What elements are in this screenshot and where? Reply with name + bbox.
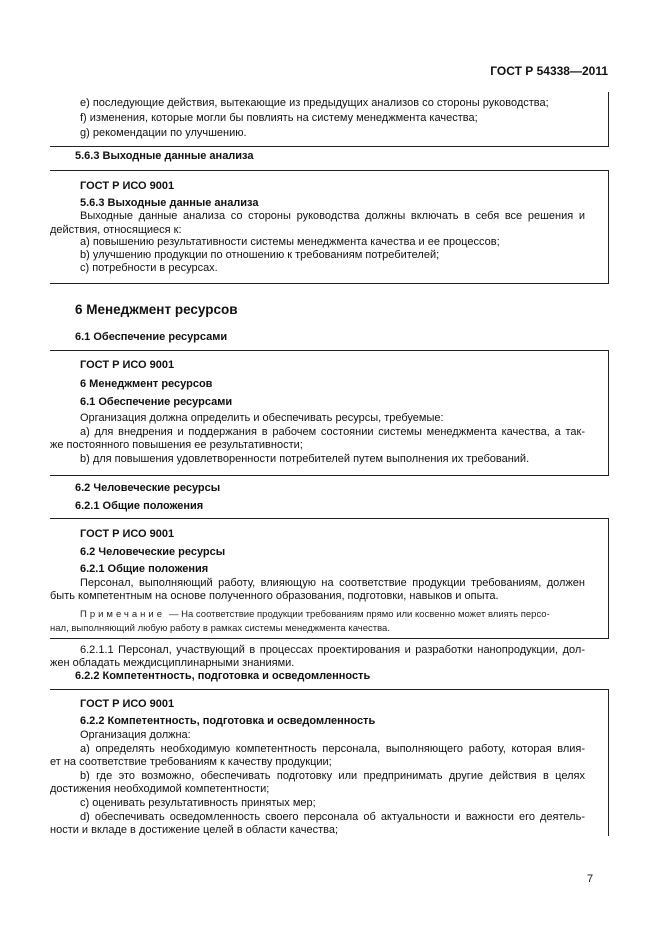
section-heading: 6.2.2 Компетентность, подготовка и осведомленность: [75, 670, 371, 682]
list-item: g) рекомендации по улучшению.: [80, 127, 247, 139]
box-heading: 6.1 Обеспечение ресурсами: [80, 396, 233, 408]
paragraph-line: Организация должна определить и обеспечивать ресурсы, требуемые:: [80, 412, 444, 424]
box-heading: 5.6.3 Выходные данные анализа: [80, 197, 259, 209]
paragraph-line: Персонал, выполняющий работу, влияющую на соответствие продукции требованиям, должен: [80, 577, 585, 589]
note-text: — На соответствие продукции требованиям прямо или косвенно может влиять персо-: [169, 609, 550, 620]
section-heading: 5.6.3 Выходные данные анализа: [75, 150, 254, 162]
standard-label: ГОСТ Р ИСО 9001: [80, 180, 175, 192]
list-item: достижения необходимой компетентности;: [50, 783, 270, 795]
standard-label: ГОСТ Р ИСО 9001: [80, 698, 175, 710]
list-item: b) улучшению продукции по отношению к требованиям потребителей;: [80, 249, 440, 261]
list-item: d) обеспечивать осведомленность своего персонала об актуальности и важности его деятель-: [80, 811, 585, 823]
chapter-heading: 6 Менеджмент ресурсов: [75, 302, 238, 317]
list-item: c) оценивать результативность принятых мер;: [80, 797, 316, 809]
section-heading: 6.2 Человеческие ресурсы: [75, 482, 221, 494]
list-item: a) для внедрения и поддержания в рабочем состоянии системы менеджмента качества, а так-: [80, 426, 585, 438]
list-item: ности и вкладе в достижение целей в области качества;: [50, 824, 339, 836]
note-line: [80, 608, 585, 621]
list-item: c) потребности в ресурсах.: [80, 262, 218, 274]
standard-label: ГОСТ Р ИСО 9001: [80, 528, 175, 540]
list-item: a) повышению результативности системы менеджмента качества и ее процессов;: [80, 236, 500, 248]
paragraph-line: Организация должна:: [80, 729, 191, 741]
paragraph-line: быть компетентным на основе полученного образования, подготовки, навыков и опыта.: [50, 590, 499, 602]
box-heading: 6.2.2 Компетентность, подготовка и осведомленность: [80, 715, 376, 727]
paragraph-line: Выходные данные анализа со стороны руководства должны включать в себя все решения и: [80, 210, 585, 222]
paragraph-line: жен обладать междисциплинарными знаниями.: [50, 657, 295, 669]
section-heading: 6.1 Обеспечение ресурсами: [75, 331, 228, 343]
paragraph-line: 6.2.1.1 Персонал, участвующий в процессах проектирования и разработки нанопродукции, дол-: [80, 644, 585, 656]
box-heading: 6 Менеджмент ресурсов: [80, 378, 213, 390]
section-heading: 6.2.1 Общие положения: [75, 500, 204, 512]
note-line: нал, выполняющий любую работу в рамках системы менеджмента качества.: [50, 623, 390, 634]
list-item: b) где это возможно, обеспечивать подготовку или предпринимать другие действия в целях: [80, 770, 585, 782]
box-heading: 6.2 Человеческие ресурсы: [80, 546, 226, 558]
box-heading: 6.2.1 Общие положения: [80, 563, 209, 575]
list-item: a) определять необходимую компетентность персонала, выполняющего работу, которая влия-: [80, 743, 585, 755]
note-label: Примечание: [80, 609, 165, 620]
list-item: же постоянного повышения ее результативности;: [50, 439, 303, 451]
page-number: 7: [587, 873, 594, 885]
document-id-header: ГОСТ Р 54338—2011: [490, 64, 608, 78]
list-item: f) изменения, которые могли бы повлиять на систему менеджмента качества;: [80, 112, 478, 124]
list-item: b) для повышения удовлетворенности потребителей путем выполнения их требований.: [80, 453, 530, 465]
list-item: ет на соответствие требованиям к качеству продукции;: [50, 756, 332, 768]
standard-label: ГОСТ Р ИСО 9001: [80, 359, 175, 371]
paragraph-line: действия, относящиеся к:: [50, 224, 182, 236]
list-item: e) последующие действия, вытекающие из предыдущих анализов со стороны руководства;: [80, 97, 549, 109]
